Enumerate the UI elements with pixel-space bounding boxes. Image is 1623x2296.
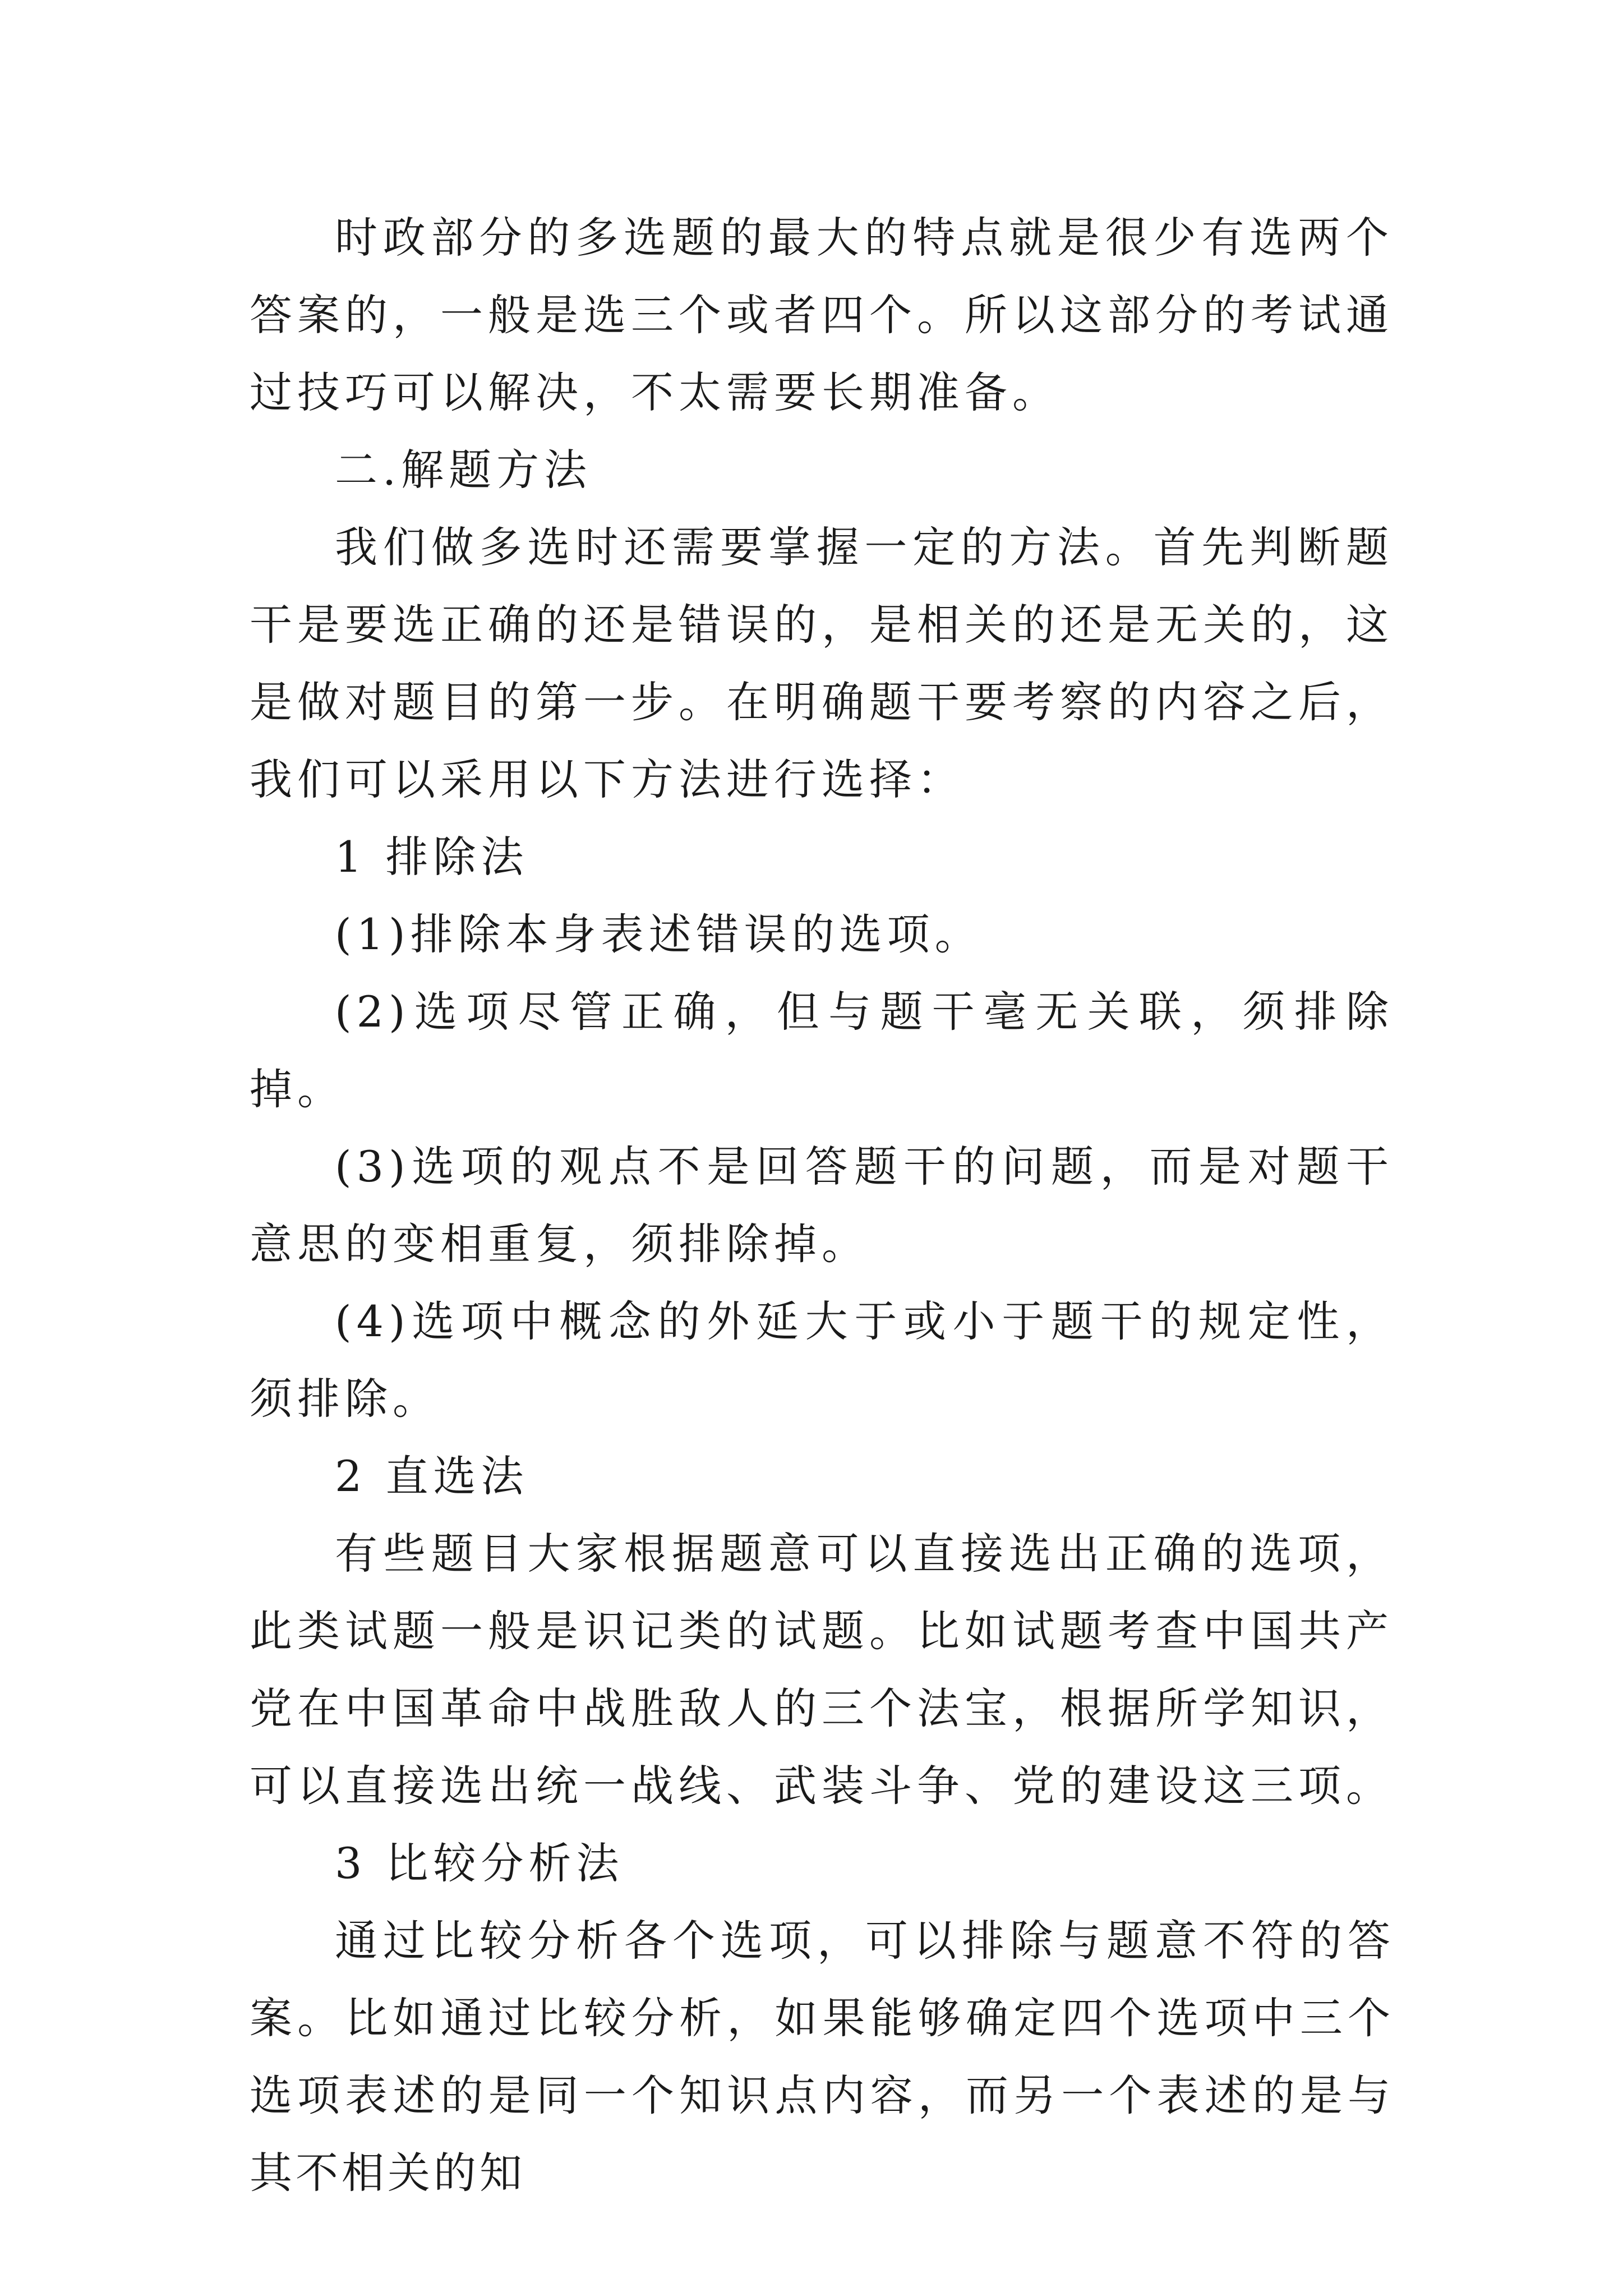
list-item-elimination-3: (3)选项的观点不是回答题干的问题，而是对题干意思的变相重复，须排除掉。 (250, 1142, 1394, 1269)
list-item-elimination-4: (4)选项中概念的外延大于或小于题干的规定性，须排除。 (250, 1296, 1394, 1424)
paragraph-direct-selection: 有些题目大家根据题意可以直接选出正确的选项，此类试题一般是识记类的试题。比如试题考查中国共产党在中国革命中战胜敌人的三个法宝，根据所学知识，可以直接选出统一战线、武装斗争、党的建设这三项。 (250, 1529, 1394, 1811)
list-item-elimination-2: (2)选项尽管正确，但与题干毫无关联，须排除掉。 (250, 987, 1394, 1114)
subheading-elimination: 1 排除法 (335, 832, 529, 882)
paragraph-methods-intro: 我们做多选时还需要掌握一定的方法。首先判断题干是要选正确的还是错误的，是相关的还是无关的，这是做对题目的第一步。在明确题干要考察的内容之后，我们可以采用以下方法进行选择： (250, 522, 1394, 804)
subheading-direct-selection: 2 直选法 (335, 1451, 529, 1501)
paragraph-intro: 时政部分的多选题的最大的特点就是很少有选两个答案的，一般是选三个或者四个。所以这部分的考试通过技巧可以解决，不太需要长期准备。 (250, 213, 1394, 417)
subheading-comparison: 3 比较分析法 (335, 1838, 624, 1888)
list-item-elimination-1: (1)排除本身表述错误的选项。 (335, 909, 983, 959)
document-body (250, 199, 1394, 2212)
paragraph-comparison: 通过比较分析各个选项，可以排除与题意不符的答案。比如通过比较分析，如果能够确定四个选项中三个选项表述的是同一个知识点内容，而另一个表述的是与其不相关的知 (250, 1916, 1394, 2198)
section-heading-methods: 二.解题方法 (335, 445, 592, 495)
